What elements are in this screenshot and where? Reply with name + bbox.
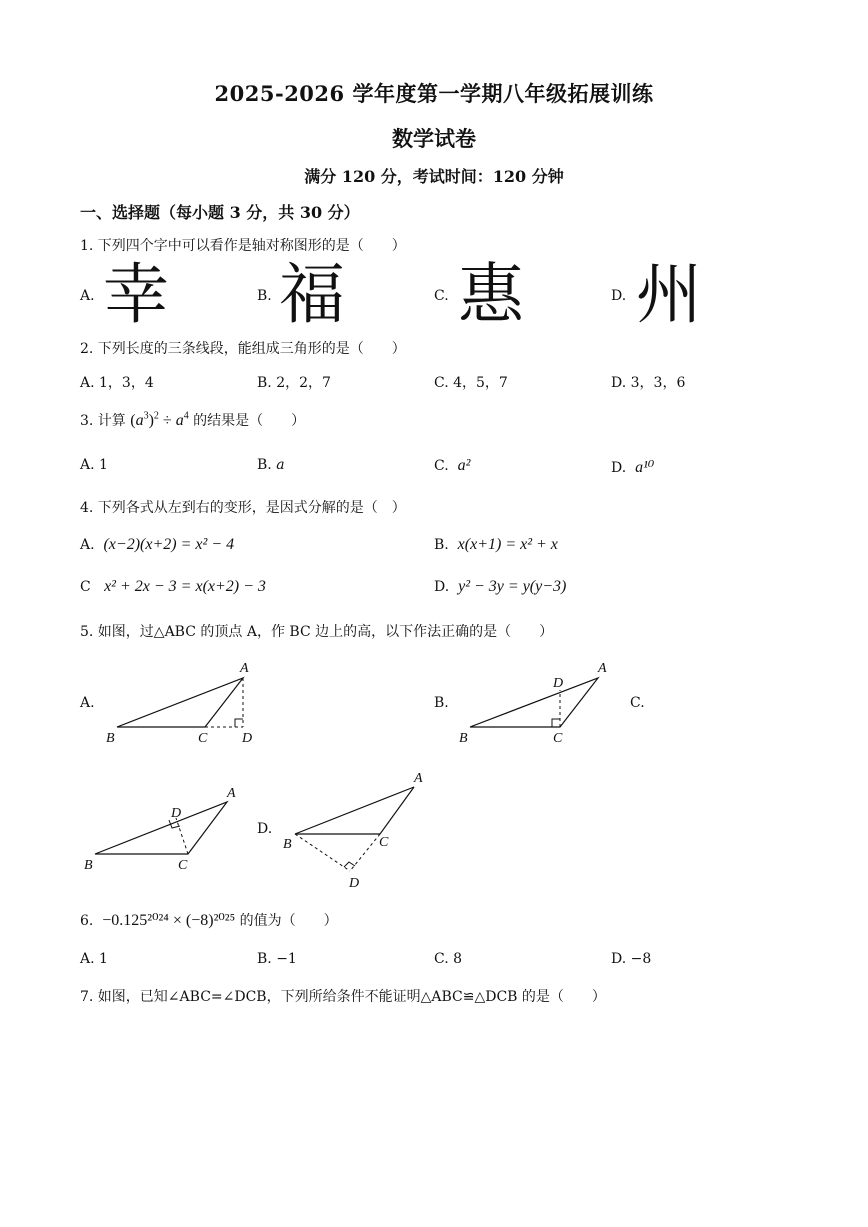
q5-option-b-key: B. xyxy=(434,695,449,711)
label-b: B xyxy=(106,731,115,746)
label-b: B xyxy=(459,731,468,746)
q1-option-c-key: C. xyxy=(434,288,449,304)
q6-option-c: C. 8 xyxy=(434,951,463,967)
height-line xyxy=(176,818,188,854)
question-7-stem: 7. 如图，已知∠ABC=∠DCB，下列所给条件不能证明△ABC≌△DCB 的是（ ） xyxy=(80,989,606,1005)
label-a: A xyxy=(414,771,423,786)
label-d: D xyxy=(553,676,564,691)
q6-option-d: D. −8 xyxy=(611,951,652,967)
q5-option-d-key: D. xyxy=(257,821,273,837)
q3-option-b: B. a xyxy=(257,457,285,473)
label-d: D xyxy=(349,876,360,891)
section-heading: 一、选择题（每小题 3 分，共 30 分） xyxy=(80,203,360,222)
q5-figure-c xyxy=(80,780,250,880)
label-c: C xyxy=(178,858,188,873)
triangle-abc xyxy=(117,678,243,727)
q1-option-c-char: 惠 xyxy=(458,256,524,333)
q1-option-b-key: B. xyxy=(257,288,272,304)
q1-option-a-char: 幸 xyxy=(103,256,169,333)
q4-option-a: A. (x−2)(x+2) = x² − 4 xyxy=(80,536,235,553)
side-ab xyxy=(295,787,414,834)
q3-option-a: A. 1 xyxy=(80,457,108,473)
question-2-stem: 2. 下列长度的三条线段，能组成三角形的是（ ） xyxy=(80,341,406,357)
q3-expression: $(a^3)^2 \div a^4$ xyxy=(130,410,189,429)
q1-option-d-key: D. xyxy=(611,288,627,304)
q1-option-d-char: 州 xyxy=(636,256,702,333)
q4-option-d: D. y² − 3y = y(y−3) xyxy=(434,578,567,595)
label-c: C xyxy=(379,835,389,850)
q3-option-c: C. a² xyxy=(434,457,471,474)
label-d: D xyxy=(242,731,253,746)
triangle-abc xyxy=(95,802,227,854)
q2-option-b: B. 2，2，7 xyxy=(257,375,331,391)
q6-option-a: A. 1 xyxy=(80,951,108,967)
question-5-stem: 5. 如图，过△ABC 的顶点 A，作 BC 边上的高，以下作法正确的是（ ） xyxy=(80,624,554,640)
q1-option-a-key: A. xyxy=(80,288,95,304)
q4-option-b: B. x(x+1) = x² + x xyxy=(434,536,558,553)
q3-prefix: 3. 计算 xyxy=(80,413,126,429)
exam-info: 满分 120 分，考试时间：120 分钟 xyxy=(304,167,564,186)
q5-option-c-key: C. xyxy=(630,695,645,711)
right-angle-mark xyxy=(344,862,355,867)
question-3-stem xyxy=(80,410,305,430)
exam-title: 2025-2026 学年度第一学期八年级拓展训练 xyxy=(214,81,654,106)
question-4-stem: 4. 下列各式从左到右的变形，是因式分解的是（ ） xyxy=(80,500,406,516)
q2-option-a: A. 1，3，4 xyxy=(80,375,154,391)
label-b: B xyxy=(283,837,292,852)
label-a: A xyxy=(598,661,607,676)
label-c: C xyxy=(553,731,563,746)
q6-expression: −0.125²⁰²⁴ × (−8)²⁰²⁵ xyxy=(102,912,236,929)
q5-figure-b xyxy=(455,658,625,748)
q3-suffix: 的结果是（ ） xyxy=(193,413,306,429)
label-a: A xyxy=(240,661,249,676)
q2-option-d: D. 3，3，6 xyxy=(611,375,686,391)
label-b: B xyxy=(84,858,93,873)
q1-option-b-char: 福 xyxy=(279,256,345,333)
dashed-bd xyxy=(295,834,350,871)
q5-figure-a xyxy=(100,658,270,748)
label-a: A xyxy=(227,786,236,801)
question-6-stem xyxy=(80,910,338,930)
label-d: D xyxy=(171,806,182,821)
label-c: C xyxy=(198,731,208,746)
exam-subtitle: 数学试卷 xyxy=(392,126,476,151)
q5-figure-d xyxy=(280,765,440,895)
q3-option-d: D. a¹⁰ xyxy=(611,459,655,476)
q2-option-c: C. 4，5，7 xyxy=(434,375,508,391)
triangle-abc xyxy=(470,678,598,727)
q5-option-a-key: A. xyxy=(80,695,95,711)
question-1-stem: 1. 下列四个字中可以看作是轴对称图形的是（ ） xyxy=(80,238,406,254)
q6-suffix: 的值为（ ） xyxy=(239,913,338,929)
q4-option-c: C x² + 2x − 3 = x(x+2) − 3 xyxy=(80,578,266,595)
q6-prefix: 6. xyxy=(80,913,94,929)
q6-option-b: B. −1 xyxy=(257,951,297,967)
right-angle-mark xyxy=(552,719,560,727)
right-angle-mark xyxy=(235,719,243,727)
